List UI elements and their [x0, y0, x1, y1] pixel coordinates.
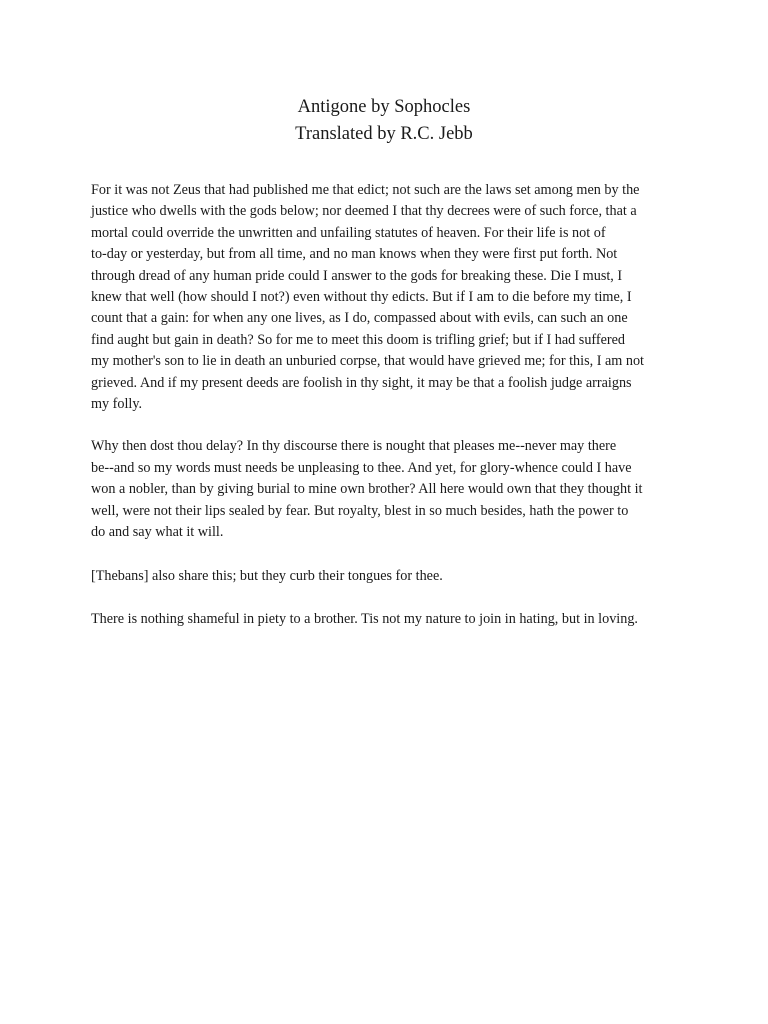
text-line: grieved. And if my present deeds are foolish in thy sight, it may be that a foolish judge arraigns: [91, 374, 632, 391]
text-line: be--and so my words must needs be unpleasing to thee. And yet, for glory-whence could I have: [91, 459, 632, 476]
text-line: do and say what it will.: [91, 524, 224, 541]
document-title: Antigone by Sophocles: [297, 97, 471, 117]
text-line: my mother's son to lie in death an unburied corpse, that would have grieved me; for this, I am not: [91, 353, 644, 370]
paragraph-gap: [91, 415, 691, 436]
paragraph-gap: [91, 587, 691, 609]
text-line: justice who dwells with the gods below; nor deemed I that thy decrees were of such force, that a: [91, 203, 637, 220]
paragraph-1: [91, 180, 691, 415]
text-line: through dread of any human pride could I answer to the gods for breaking these. Die I must, I: [91, 267, 623, 284]
title-block: [0, 94, 768, 148]
document-subtitle: Translated by R.C. Jebb: [295, 124, 473, 144]
text-line: [Thebans] also share this; but they curb their tongues for thee.: [91, 567, 443, 584]
text-line: won a nobler, than by giving burial to mine own brother? All here would own that they thought it: [91, 481, 643, 498]
paragraph-4: [91, 609, 691, 630]
text-line: to-day or yesterday, but from all time, and no man knows when they were first put forth. Not: [91, 246, 618, 263]
text-line: count that a gain: for when any one lives, as I do, compassed about with evils, can such an one: [91, 310, 628, 327]
paragraph-gap: [91, 544, 691, 566]
text-line: For it was not Zeus that had published me that edict; not such are the laws set among men by the: [91, 182, 640, 198]
document-body: [91, 180, 691, 630]
text-line: well, were not their lips sealed by fear. But royalty, blest in so much besides, hath the power to: [91, 502, 629, 519]
text-line: mortal could override the unwritten and unfailing statutes of heaven. For their life is not of: [91, 224, 606, 241]
text-line: my folly.: [91, 396, 143, 413]
paragraph-2: [91, 436, 691, 543]
text-line: knew that well (how should I not?) even without thy edicts. But if I am to die before my time, I: [91, 289, 632, 306]
paragraph-3: [91, 566, 691, 587]
text-line: Why then dost thou delay? In thy discourse there is nought that pleases me--never may there: [91, 438, 617, 455]
text-line: There is nothing shameful in piety to a brother. Tis not my nature to join in hating, but in loving.: [91, 610, 638, 627]
text-line: find aught but gain in death? So for me to meet this doom is trifling grief; but if I had suffered: [91, 331, 626, 348]
